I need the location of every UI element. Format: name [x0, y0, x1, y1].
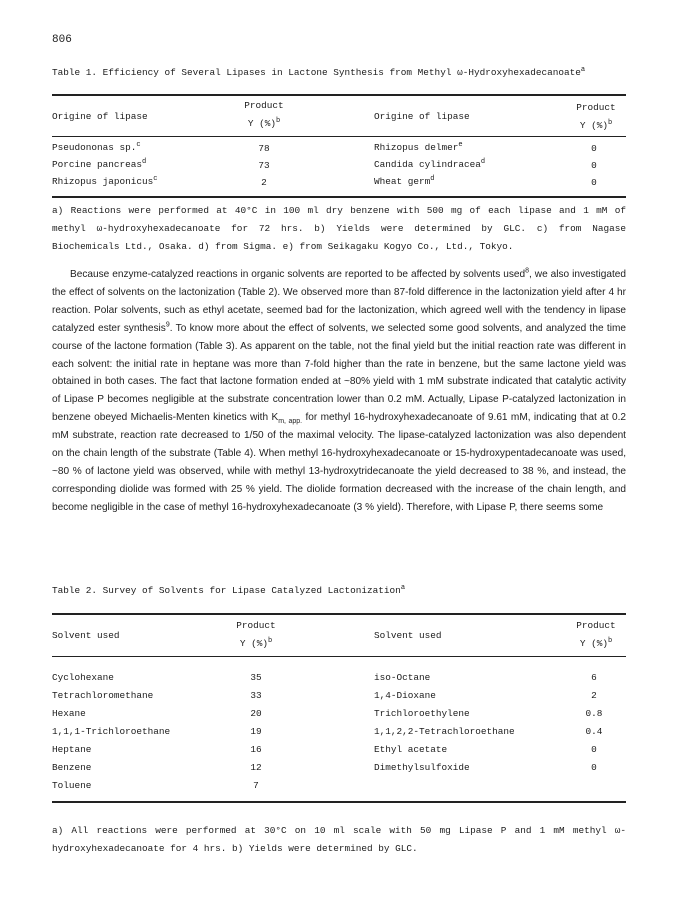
table1-header-product-right: Product [576, 102, 616, 113]
table1-row-sup: d [480, 158, 486, 166]
table2-header-rule [52, 656, 626, 657]
table2-header-solvent-right: Solvent used [374, 630, 442, 641]
km-subscript: m, app. [278, 418, 303, 426]
table1-row-name [52, 141, 141, 153]
table2-row-name: 1,1,1-Trichloroethane [52, 726, 171, 737]
table2-top-rule [52, 613, 626, 615]
table2-row-value: 2 [591, 690, 597, 701]
body-text-run: . To know more about the effect of solvents, we selected some good solvents, and analyzed the time course of the lactone formation (Table 3). As apparent on the table, not the final yield but the initial reaction rate was different in each solvent: the initial rate in heptane was more than 7-fold higher than the rate in benzene, but the same lactone yield was obtained in both cases. The fact that lactone formation ended at ~80% yield with 1 mM substrate indicated that catalytic activity of Lipase P becomes negligible at the substrate concentration lower than 0.2 mM. Actually, Lipase P-catalyzed lactonization in benzene obeyed Michaelis-Menten kinetics with K [52, 322, 626, 424]
table2-row-name: iso-Octane [374, 672, 431, 683]
table2-row-value: 6 [591, 672, 597, 683]
table2-row-name: Benzene [52, 762, 92, 773]
table1-header-origin-left: Origine of lipase [52, 111, 148, 122]
table2-row-name: Toluene [52, 780, 92, 791]
table2-row-name: Tetrachloromethane [52, 690, 154, 701]
table1-header-rule [52, 136, 626, 137]
table1-row-sup: c [153, 175, 158, 183]
table1-caption-text: Table 1. Efficiency of Several Lipases in Lactone Synthesis from Methyl ω-Hydroxyhexadecanoate [52, 67, 581, 79]
table2-header-yield-left-text: Y (%) [239, 638, 268, 650]
table2-row-value: 0 [591, 762, 597, 773]
table2-row-name: Hexane [52, 708, 86, 719]
table1-row-value: 2 [261, 177, 267, 188]
table2-row-value: 0.8 [585, 708, 603, 719]
table1-header-yield-right [580, 119, 612, 131]
table1-header-yield-right-text: Y (%) [579, 120, 608, 132]
table1-header-yield-left [248, 117, 280, 129]
reference-sup: 9 [165, 321, 170, 329]
body-text-run: , we also investigated the effect of solvents on the lactonization (Table 2). We observed more than 87-fold difference in the lactonization yield after 4 hr reaction. Polar solvents, such as ethyl acetate, seemed bad for the lactonization, which agreed well with the tendency in lipase catalyzed ester synthesis [52, 269, 626, 334]
table2-row-value: 12 [250, 762, 262, 773]
table2-row-name: 1,4-Dioxane [374, 690, 436, 701]
table1-row-name [374, 158, 485, 170]
table2-header-solvent-left: Solvent used [52, 630, 120, 641]
table1-row-value: 0 [591, 160, 597, 171]
table2-row-value: 19 [250, 726, 262, 737]
table2-header-yield-right-sup: b [607, 637, 613, 645]
table2-row-value: 0 [591, 744, 597, 755]
table1-row-value: 0 [591, 143, 597, 154]
table1-caption-sup: a [580, 66, 586, 74]
table1-row-sup: d [430, 175, 435, 183]
table2-row-value: 35 [250, 672, 262, 683]
table1-row-name-text: Rhizopus delmer [374, 142, 459, 154]
table1-header-yield-left-text: Y (%) [247, 118, 276, 130]
table1-row-value: 78 [258, 143, 270, 154]
table2-row-name: 1,1,2,2-Tetrachloroethane [374, 726, 515, 737]
body-text-run: for methyl 16-hydroxyhexadecanoate of 9.61 mM, indicating that at 0.2 mM substrate, reaction rate decreased to 1/50 of the maximal velocity. The lipase-catalyzed lactonization was also dependent on the chain length of the substrate (Table 4). When methyl 16-hydroxyhexadecanoate or 15-hydroxypentadecanoate was used, ~80 % of lactone yield was observed, while with methyl 13-hydroxytridecanoate the yield decreased to 38 %, and instead, the corresponding diolide was formed with 25 % yield. The diolide formation decreased with the increase of the chain length, and become negligible in the case of methyl 16-hydroxyhexadecanoate (3 % yield). Therefore, with Lipase P, there seems some [52, 412, 626, 513]
table1-row-value: 0 [591, 177, 597, 188]
table1-top-rule [52, 94, 626, 96]
table1-bottom-rule [52, 196, 626, 198]
table2-footnote: a) All reactions were performed at 30°C on 10 ml scale with 50 mg Lipase P and 1 mM methyl ω-hydroxyhexadecanoate for 4 hrs. b) Yields were determined by GLC. [52, 825, 626, 854]
table1-row-name-text: Porcine pancreas [52, 159, 143, 171]
table2-row-value: 16 [250, 744, 262, 755]
table1-row-name-text: Rhizopus japonicus [52, 176, 154, 188]
table2-row-name: Heptane [52, 744, 92, 755]
table1-row-name [374, 141, 463, 153]
table2-header-yield-right [580, 637, 612, 649]
table2-header-yield-left-sup: b [267, 637, 273, 645]
table1-row-name [374, 175, 434, 187]
table2-caption-sup: a [400, 584, 406, 592]
table2-row-value: 20 [250, 708, 262, 719]
table2-row-name: Trichloroethylene [374, 708, 470, 719]
table1-row-sup: c [136, 141, 141, 149]
table1-header-origin-right: Origine of lipase [374, 111, 470, 122]
table2-row-name: Ethyl acetate [374, 744, 448, 755]
table2-caption-text: Table 2. Survey of Solvents for Lipase Catalyzed Lactonization [52, 585, 401, 597]
table2-bottom-rule [52, 801, 626, 803]
body-text-run: Because enzyme-catalyzed reactions in organic solvents are reported to be affected by solvents used [70, 269, 526, 280]
table2-row-value: 7 [253, 780, 259, 791]
table1-row-value: 73 [258, 160, 270, 171]
table1-header-product-left: Product [244, 100, 284, 111]
table2-header-yield-left [240, 637, 272, 649]
table2-caption [52, 584, 405, 596]
table1-header-yield-right-sup: b [607, 119, 613, 127]
table1-footnote: a) Reactions were performed at 40°C in 100 ml dry benzene with 500 mg of each lipase and 1 mM of methyl ω-hydroxyhexadecanoate for 72 hrs. b) Yields were determined by GLC. c) from Nagase Biochemicals Ltd., Osaka. d) from Sigma. e) from Seikagaku Kogyo Co., Ltd., Tokyo. [52, 205, 626, 252]
table2-row-value: 0.4 [585, 726, 603, 737]
page-number: 806 [52, 34, 72, 46]
body-paragraph-text [52, 266, 626, 517]
table2-header-yield-right-text: Y (%) [579, 638, 608, 650]
table1-row-name [52, 175, 157, 187]
table1-row-sup: e [458, 141, 463, 149]
table1-row-name-text: Wheat germ [374, 176, 431, 188]
table2-header-product-right: Product [576, 620, 616, 631]
table1-row-name-text: Pseudononas sp. [52, 142, 137, 154]
table2-row-name: Cyclohexane [52, 672, 114, 683]
table1-row-name [52, 158, 146, 170]
body-paragraph [52, 266, 626, 517]
table2-header-product-left: Product [236, 620, 276, 631]
reference-sup: 8 [525, 267, 530, 275]
table1-row-name-text: Candida cylindracea [374, 159, 481, 171]
table1-caption [52, 66, 585, 78]
table2-row-value: 33 [250, 690, 262, 701]
table1-header-yield-left-sup: b [275, 117, 281, 125]
table1-row-sup: d [142, 158, 147, 166]
table2-row-name: Dimethylsulfoxide [374, 762, 470, 773]
